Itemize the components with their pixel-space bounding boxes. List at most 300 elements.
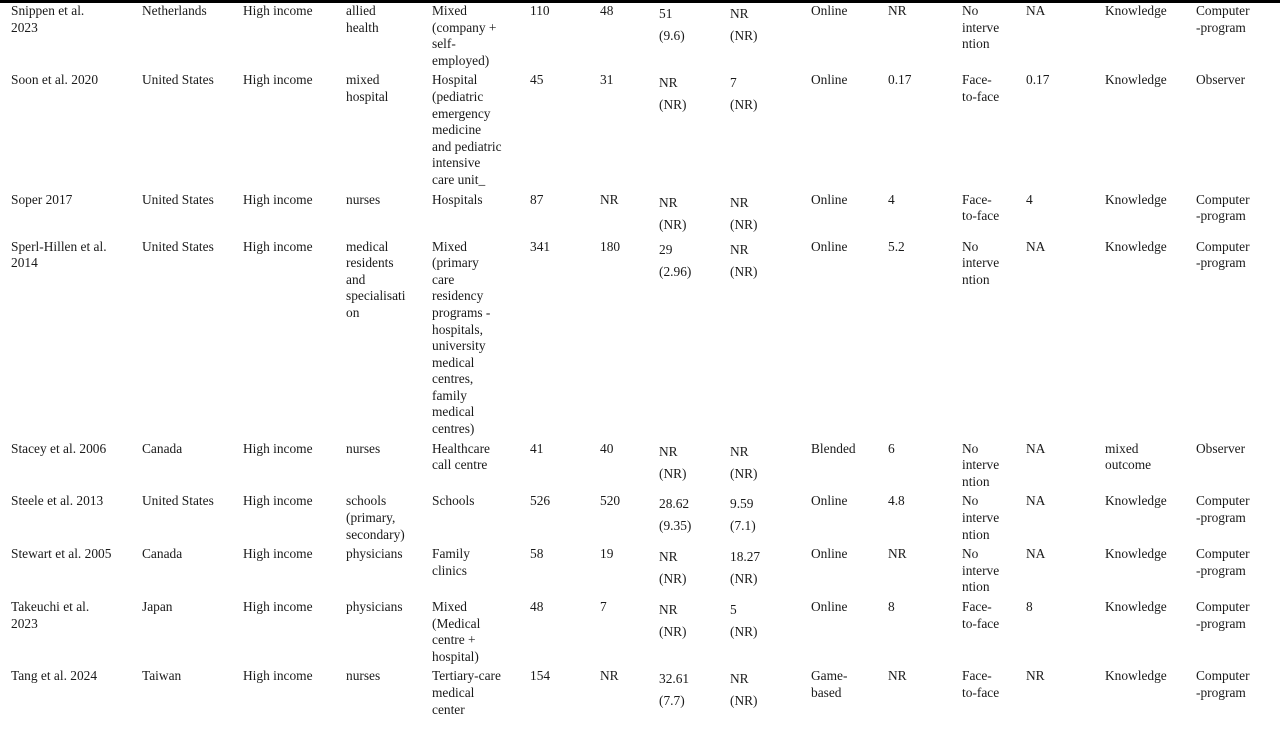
cell-mode	[811, 192, 888, 239]
cell-duration	[888, 441, 962, 494]
cell-text: 7	[600, 599, 607, 614]
cell-text: 180	[600, 238, 621, 254]
table-row	[11, 599, 1271, 668]
cell-text: 45	[530, 72, 544, 88]
cell-text: Schools	[432, 493, 475, 509]
cell-text: NR	[888, 668, 907, 684]
cell-n2	[600, 192, 659, 239]
cell-text: on	[346, 304, 360, 320]
cell-outcome	[1105, 441, 1196, 494]
cell-text: 48	[530, 599, 544, 614]
cell-text: care unit_	[432, 171, 486, 187]
cell-duration	[888, 493, 962, 546]
table-body	[11, 3, 1271, 721]
cell-text: NR	[888, 546, 907, 562]
cell-text: NR	[600, 191, 619, 207]
cell-study	[11, 239, 142, 441]
cell-text: (7.1)	[730, 518, 756, 534]
cell-text: centres)	[432, 421, 475, 437]
cell-text: 32.61	[659, 671, 690, 687]
cell-text: NR	[659, 443, 678, 459]
cell-text: 28.62	[659, 496, 690, 512]
cell-study	[11, 3, 142, 72]
cell-mode	[811, 599, 888, 668]
cell-text: Stacey et al. 2006	[11, 440, 107, 456]
cell-text: Blended	[811, 440, 856, 456]
cell-text: interve	[962, 457, 1000, 473]
cell-text: Computer	[1196, 493, 1250, 509]
cell-text: Knowledge	[1105, 3, 1167, 18]
cell-age	[659, 239, 730, 441]
cell-text: Knowledge	[1105, 191, 1167, 207]
cell-text: nurses	[346, 668, 381, 684]
cell-text: Healthcare	[432, 440, 490, 456]
cell-text: 58	[530, 546, 544, 562]
cell-text: United States	[142, 191, 214, 207]
cell-text: health	[346, 19, 379, 35]
cell-n2	[600, 3, 659, 72]
cell-text: centres,	[432, 371, 474, 387]
cell-text: medical	[432, 684, 475, 700]
cell-text: No	[962, 3, 979, 18]
cell-text: 8	[888, 599, 895, 614]
cell-text: 41	[530, 440, 544, 456]
cell-text: (NR)	[659, 571, 687, 587]
cell-text: Sperl-Hillen et al.	[11, 238, 107, 254]
cell-text: 40	[600, 440, 614, 456]
cell-text: medicine	[432, 122, 482, 138]
table-row	[11, 441, 1271, 494]
cell-text: Face-	[962, 668, 992, 684]
cell-text: NR	[1026, 668, 1045, 684]
cell-text: Soon et al. 2020	[11, 72, 99, 88]
cell-assessment	[1196, 668, 1271, 721]
cell-outcome	[1105, 239, 1196, 441]
cell-text: hospitals,	[432, 321, 483, 337]
cell-text: university	[432, 338, 486, 354]
cell-country	[142, 72, 243, 191]
cell-age	[659, 546, 730, 599]
cell-age	[659, 192, 730, 239]
cell-text: Online	[811, 493, 848, 509]
cell-population	[346, 72, 432, 191]
cell-text: ntion	[962, 526, 990, 542]
cell-income	[243, 441, 346, 494]
cell-text: to-face	[962, 684, 1000, 700]
cell-text: Computer	[1196, 191, 1250, 207]
cell-text: 31	[600, 72, 614, 88]
cell-study	[11, 668, 142, 721]
cell-age	[659, 441, 730, 494]
cell-text: NR	[659, 75, 678, 91]
cell-text: physicians	[346, 546, 403, 562]
cell-text: NR	[659, 602, 678, 617]
cell-text: to-face	[962, 208, 1000, 224]
cell-text: NA	[1026, 3, 1046, 18]
cell-duration	[888, 668, 962, 721]
cell-text: Online	[811, 191, 848, 207]
cell-text: Knowledge	[1105, 668, 1167, 684]
cell-text: NA	[1026, 440, 1046, 456]
cell-comp-duration	[1026, 72, 1105, 191]
cell-comparator	[962, 441, 1026, 494]
cell-text: (Medical	[432, 615, 481, 631]
cell-text: 4.8	[888, 493, 905, 509]
cell-text: (7.7)	[659, 693, 685, 709]
cell-text: Canada	[142, 546, 183, 562]
cell-text: (NR)	[730, 624, 758, 639]
cell-text: -program	[1196, 510, 1246, 526]
cell-text: Tang et al. 2024	[11, 668, 98, 684]
cell-text: care	[432, 271, 455, 287]
cell-text: centre +	[432, 632, 476, 648]
cell-comparator	[962, 668, 1026, 721]
cell-n1	[530, 72, 600, 191]
cell-text: (NR)	[659, 216, 687, 232]
cell-country	[142, 239, 243, 441]
cell-text: NR	[730, 6, 749, 21]
cell-text: 9.59	[730, 496, 754, 512]
cell-n2	[600, 441, 659, 494]
cell-text: NA	[1026, 493, 1046, 509]
cell-text: 6	[888, 440, 895, 456]
cell-text: interve	[962, 19, 1000, 35]
cell-duration	[888, 192, 962, 239]
table-row	[11, 668, 1271, 721]
cell-text: High income	[243, 668, 313, 684]
cell-comparator	[962, 493, 1026, 546]
cell-country	[142, 546, 243, 599]
cell-text: NA	[1026, 238, 1046, 254]
cell-text: Computer	[1196, 3, 1250, 18]
cell-mode	[811, 493, 888, 546]
cell-income	[243, 493, 346, 546]
cell-text: hospital	[346, 88, 389, 104]
cell-text: High income	[243, 599, 313, 614]
cell-population	[346, 3, 432, 72]
cell-text: and pediatric	[432, 138, 502, 154]
cell-text: mixed	[1105, 440, 1139, 456]
cell-text: -program	[1196, 255, 1246, 271]
cell-text: Japan	[142, 599, 173, 614]
cell-text: Face-	[962, 599, 992, 614]
cell-text: schools	[346, 493, 387, 509]
cell-text: Hospital	[432, 72, 478, 88]
cell-outcome	[1105, 192, 1196, 239]
cell-text: 48	[600, 3, 614, 18]
cell-text: and	[346, 271, 366, 287]
cell-text: family	[432, 387, 467, 403]
cell-text: 2023	[11, 615, 38, 631]
cell-text: (NR)	[730, 216, 758, 232]
cell-text: 520	[600, 493, 621, 509]
cell-text: Netherlands	[142, 3, 207, 18]
cell-text: 526	[530, 493, 551, 509]
cell-comp-duration	[1026, 493, 1105, 546]
cell-country	[142, 441, 243, 494]
cell-text: Mixed	[432, 599, 467, 614]
cell-text: allied	[346, 3, 376, 18]
cell-text: ntion	[962, 271, 990, 287]
cell-text: United States	[142, 238, 214, 254]
cell-text: Computer	[1196, 668, 1250, 684]
cell-text: High income	[243, 493, 313, 509]
cell-outcome	[1105, 668, 1196, 721]
cell-mode	[811, 668, 888, 721]
cell-text: interve	[962, 562, 1000, 578]
cell-text: 341	[530, 238, 551, 254]
cell-mode	[811, 239, 888, 441]
cell-text: 4	[888, 191, 895, 207]
cell-text: Face-	[962, 72, 992, 88]
cell-comparator	[962, 546, 1026, 599]
cell-setting	[432, 668, 530, 721]
cell-text: 29	[659, 241, 673, 257]
cell-text: 7	[730, 75, 737, 91]
cell-country	[142, 668, 243, 721]
cell-exp	[730, 441, 811, 494]
cell-income	[243, 599, 346, 668]
cell-age	[659, 599, 730, 668]
cell-outcome	[1105, 493, 1196, 546]
cell-age	[659, 3, 730, 72]
cell-text: 0.17	[1026, 72, 1050, 88]
cell-text: Observer	[1196, 72, 1246, 88]
cell-text: interve	[962, 255, 1000, 271]
cell-text: High income	[243, 191, 313, 207]
cell-text: (company +	[432, 19, 497, 35]
cell-setting	[432, 493, 530, 546]
cell-age	[659, 493, 730, 546]
cell-setting	[432, 441, 530, 494]
cell-population	[346, 668, 432, 721]
cell-text: (primary	[432, 255, 479, 271]
cell-text: (NR)	[730, 263, 758, 279]
cell-text: NR	[659, 549, 678, 565]
cell-study	[11, 192, 142, 239]
cell-n2	[600, 493, 659, 546]
cell-duration	[888, 72, 962, 191]
cell-text: 18.27	[730, 549, 761, 565]
cell-n2	[600, 239, 659, 441]
cell-text: (NR)	[730, 571, 758, 587]
cell-setting	[432, 546, 530, 599]
cell-duration	[888, 546, 962, 599]
cell-text: ntion	[962, 579, 990, 595]
cell-text: (NR)	[730, 693, 758, 709]
cell-assessment	[1196, 72, 1271, 191]
cell-text: to-face	[962, 88, 1000, 104]
cell-income	[243, 239, 346, 441]
cell-text: medical	[432, 354, 475, 370]
cell-text: -program	[1196, 19, 1246, 35]
cell-text: High income	[243, 440, 313, 456]
cell-text: (9.6)	[659, 28, 685, 43]
cell-study	[11, 72, 142, 191]
cell-text: Knowledge	[1105, 493, 1167, 509]
cell-n2	[600, 668, 659, 721]
cell-n2	[600, 72, 659, 191]
cell-text: High income	[243, 72, 313, 88]
cell-text: Knowledge	[1105, 599, 1167, 614]
cell-outcome	[1105, 599, 1196, 668]
cell-text: Mixed	[432, 3, 467, 18]
cell-population	[346, 546, 432, 599]
cell-text: 4	[1026, 191, 1033, 207]
cell-text: 0.17	[888, 72, 912, 88]
cell-text: programs -	[432, 304, 491, 320]
cell-exp	[730, 493, 811, 546]
cell-text: High income	[243, 3, 313, 18]
cell-text: specialisati	[346, 288, 406, 304]
cell-setting	[432, 72, 530, 191]
cell-text: Knowledge	[1105, 238, 1167, 254]
cell-n2	[600, 599, 659, 668]
cell-comp-duration	[1026, 668, 1105, 721]
cell-assessment	[1196, 599, 1271, 668]
cell-text: (primary,	[346, 510, 396, 526]
cell-study	[11, 599, 142, 668]
cell-text: ntion	[962, 36, 990, 52]
cell-setting	[432, 3, 530, 72]
cell-study	[11, 546, 142, 599]
cell-comp-duration	[1026, 441, 1105, 494]
cell-age	[659, 72, 730, 191]
table-row	[11, 192, 1271, 239]
cell-text: outcome	[1105, 457, 1152, 473]
cell-text: NR	[888, 3, 907, 18]
cell-assessment	[1196, 239, 1271, 441]
cell-text: Mixed	[432, 238, 467, 254]
cell-text: Hospitals	[432, 191, 483, 207]
table-row	[11, 239, 1271, 441]
cell-text: -program	[1196, 208, 1246, 224]
cell-text: No	[962, 440, 979, 456]
cell-exp	[730, 72, 811, 191]
cell-country	[142, 599, 243, 668]
cell-text: (NR)	[659, 97, 687, 113]
cell-comp-duration	[1026, 546, 1105, 599]
cell-country	[142, 3, 243, 72]
cell-text: (NR)	[730, 465, 758, 481]
cell-population	[346, 192, 432, 239]
cell-mode	[811, 441, 888, 494]
cell-exp	[730, 668, 811, 721]
cell-comparator	[962, 192, 1026, 239]
cell-text: hospital)	[432, 648, 479, 664]
cell-income	[243, 546, 346, 599]
cell-text: Snippen et al.	[11, 3, 85, 18]
cell-text: 110	[530, 3, 550, 18]
cell-text: intensive	[432, 155, 481, 171]
cell-text: Online	[811, 238, 848, 254]
cell-text: (2.96)	[659, 263, 692, 279]
cell-text: Online	[811, 3, 848, 18]
cell-text: NR	[730, 241, 749, 257]
cell-text: NR	[659, 194, 678, 210]
cell-income	[243, 3, 346, 72]
cell-text: United States	[142, 493, 214, 509]
cell-outcome	[1105, 3, 1196, 72]
cell-text: Canada	[142, 440, 183, 456]
cell-text: mixed	[346, 72, 380, 88]
cell-n1	[530, 192, 600, 239]
cell-exp	[730, 599, 811, 668]
cell-text: Family	[432, 546, 470, 562]
cell-comp-duration	[1026, 3, 1105, 72]
cell-text: emergency	[432, 105, 491, 121]
cell-text: residency	[432, 288, 484, 304]
cell-text: 5	[730, 602, 737, 617]
cell-text: Computer	[1196, 238, 1250, 254]
cell-text: call centre	[432, 457, 488, 473]
cell-text: Online	[811, 599, 848, 614]
cell-exp	[730, 546, 811, 599]
cell-comp-duration	[1026, 192, 1105, 239]
table-row	[11, 546, 1271, 599]
cell-income	[243, 192, 346, 239]
cell-comp-duration	[1026, 239, 1105, 441]
cell-comparator	[962, 239, 1026, 441]
cell-text: NR	[730, 443, 749, 459]
cell-exp	[730, 192, 811, 239]
cell-text: NA	[1026, 546, 1046, 562]
cell-text: Computer	[1196, 546, 1250, 562]
cell-text: (NR)	[659, 624, 687, 639]
cell-duration	[888, 3, 962, 72]
cell-exp	[730, 3, 811, 72]
cell-text: Taiwan	[142, 668, 182, 684]
cell-text: residents	[346, 255, 394, 271]
cell-n1	[530, 599, 600, 668]
cell-text: interve	[962, 510, 1000, 526]
cell-n1	[530, 546, 600, 599]
cell-assessment	[1196, 441, 1271, 494]
cell-population	[346, 493, 432, 546]
cell-text: 87	[530, 191, 544, 207]
cell-text: High income	[243, 238, 313, 254]
cell-text: NR	[730, 194, 749, 210]
cell-text: medical	[346, 238, 389, 254]
cell-n2	[600, 546, 659, 599]
cell-text: 2014	[11, 255, 38, 271]
cell-text: self-	[432, 36, 456, 52]
cell-duration	[888, 239, 962, 441]
cell-text: United States	[142, 72, 214, 88]
cell-duration	[888, 599, 962, 668]
cell-assessment	[1196, 546, 1271, 599]
cell-comparator	[962, 3, 1026, 72]
cell-text: Knowledge	[1105, 546, 1167, 562]
cell-text: -program	[1196, 684, 1246, 700]
table-row	[11, 3, 1271, 72]
cell-assessment	[1196, 3, 1271, 72]
cell-population	[346, 239, 432, 441]
cell-text: Face-	[962, 191, 992, 207]
cell-text: No	[962, 493, 979, 509]
cell-comparator	[962, 72, 1026, 191]
cell-text: Stewart et al. 2005	[11, 546, 112, 562]
cell-text: Online	[811, 72, 848, 88]
cell-exp	[730, 239, 811, 441]
cell-text: Steele et al. 2013	[11, 493, 104, 509]
cell-n1	[530, 668, 600, 721]
cell-text: -program	[1196, 562, 1246, 578]
cell-text: NR	[600, 668, 619, 684]
cell-text: center	[432, 701, 465, 717]
cell-text: 2023	[11, 19, 38, 35]
cell-comparator	[962, 599, 1026, 668]
